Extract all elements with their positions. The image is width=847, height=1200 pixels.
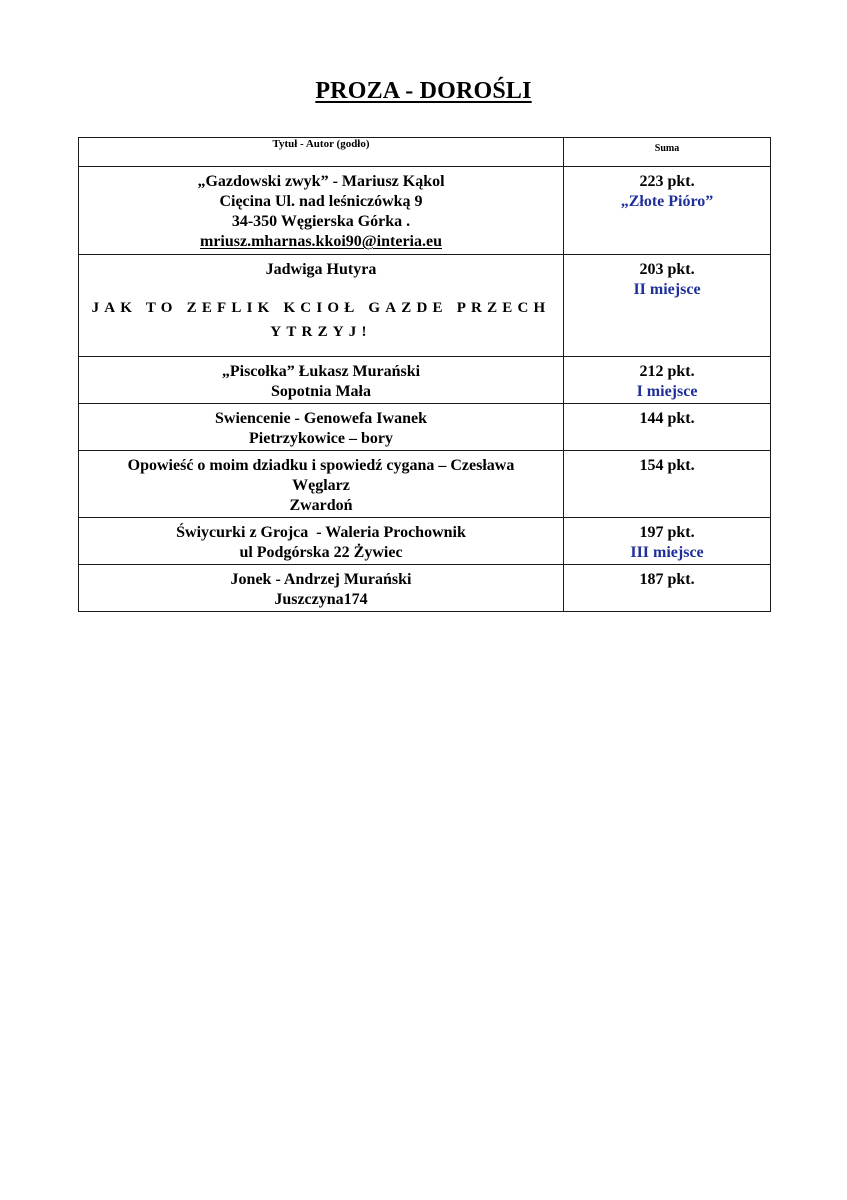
score-cell xyxy=(564,451,771,518)
score-cell xyxy=(564,167,771,255)
entry-title-spaced: JAK TO ZEFLIK KCIOŁ GAZDE PRZECH YTRZYJ! xyxy=(91,300,551,340)
award-label: I miejsce xyxy=(636,383,698,400)
entry-title-author: Opowieść o moim dziadku i spowiedź cygana – Czesława Węglarz xyxy=(127,457,515,494)
score-cell xyxy=(564,404,771,451)
entry-cell xyxy=(79,255,564,357)
page-title: PROZA - DOROŚLI xyxy=(315,78,532,104)
entry-address-line: Juszczyna174 xyxy=(274,591,368,608)
score-cell xyxy=(564,255,771,357)
table-row xyxy=(79,167,771,255)
table-row xyxy=(79,404,771,451)
entry-address-line: Zwardoń xyxy=(289,497,353,514)
award-label: III miejsce xyxy=(630,544,704,561)
score-points: 154 pkt. xyxy=(639,457,695,474)
entry-address-line: Cięcina Ul. nad leśniczówką 9 xyxy=(219,193,423,210)
score-cell xyxy=(564,518,771,565)
entry-author: Jadwiga Hutyra xyxy=(265,261,377,278)
score-points: 144 pkt. xyxy=(639,410,695,427)
entry-title-author: „Piscołka” Łukasz Murański xyxy=(221,363,421,380)
entry-title-author: „Gazdowski zwyk” - Mariusz Kąkol xyxy=(197,173,445,190)
entry-email-link[interactable]: mriusz.mharnas.kkoi90@interia.eu xyxy=(200,233,442,250)
entry-title-author: Jonek - Andrzej Murański xyxy=(230,571,412,588)
entry-cell xyxy=(79,167,564,255)
table-row xyxy=(79,357,771,404)
score-points: 223 pkt. xyxy=(639,173,695,190)
entry-cell xyxy=(79,451,564,518)
table-row xyxy=(79,451,771,518)
score-cell xyxy=(564,565,771,612)
score-cell xyxy=(564,357,771,404)
score-points: 197 pkt. xyxy=(639,524,695,541)
table-row xyxy=(79,255,771,357)
entry-title-author: Świycurki z Grojca - Waleria Prochownik xyxy=(176,524,466,541)
score-points: 212 pkt. xyxy=(639,363,695,380)
entry-cell xyxy=(79,404,564,451)
entry-title-author: Swiencenie - Genowefa Iwanek xyxy=(215,410,427,427)
entry-address-line: Pietrzykowice – bory xyxy=(249,430,393,447)
results-table xyxy=(78,137,771,612)
entry-address-line: 34-350 Węgierska Górka . xyxy=(231,213,411,230)
table-row xyxy=(79,565,771,612)
entry-cell xyxy=(79,565,564,612)
entry-address-line: ul Podgórska 22 Żywiec xyxy=(239,544,403,561)
score-points: 187 pkt. xyxy=(639,571,695,588)
award-label: II miejsce xyxy=(633,281,701,298)
table-row xyxy=(79,518,771,565)
table-header-row xyxy=(79,138,771,167)
award-label: „Złote Pióro” xyxy=(620,193,714,210)
entry-cell xyxy=(79,518,564,565)
column-header-sum: Suma xyxy=(564,138,771,167)
column-header-title-author: Tytuł - Autor (godło) xyxy=(79,138,564,167)
score-points: 203 pkt. xyxy=(639,261,695,278)
entry-cell xyxy=(79,357,564,404)
entry-address-line: Sopotnia Mała xyxy=(270,383,371,400)
